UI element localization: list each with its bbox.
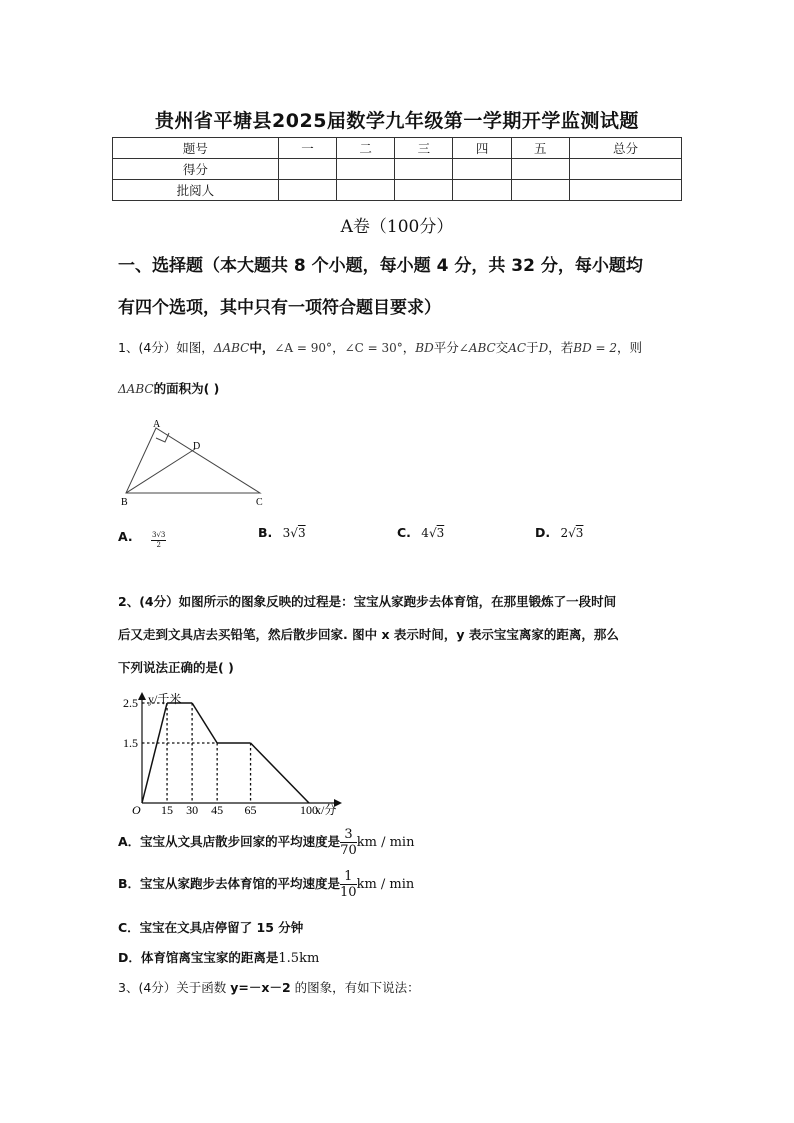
question-2-text bbox=[118, 585, 688, 684]
q1-math: BD bbox=[415, 341, 434, 355]
triangle-figure bbox=[116, 415, 276, 510]
q1-text: ， bbox=[332, 340, 345, 355]
table-cell: 总分 bbox=[569, 138, 681, 159]
score-cell[interactable] bbox=[453, 159, 511, 180]
vertex-label-c: C bbox=[256, 497, 263, 508]
x-tick-label: 100 bbox=[300, 803, 318, 817]
option-label: B. bbox=[258, 525, 273, 540]
grader-cell[interactable] bbox=[453, 180, 511, 201]
radicand: 3 bbox=[297, 526, 306, 540]
q1-text: 的面积为( ) bbox=[153, 381, 220, 396]
distance-time-chart bbox=[112, 688, 352, 820]
option-c-value: 4√3 bbox=[421, 526, 445, 540]
fraction-denominator: 70 bbox=[340, 843, 357, 858]
q1-text: 交 bbox=[495, 340, 509, 355]
question-1-line1 bbox=[118, 338, 688, 356]
x-tick-label: 65 bbox=[244, 803, 257, 817]
q1-math: ∠C = 30° bbox=[344, 341, 403, 355]
fraction-numerator: 3√3 bbox=[152, 531, 166, 539]
q1-math: BD = 2 bbox=[573, 341, 618, 355]
q1-math: ∠A = 90° bbox=[274, 341, 333, 355]
x-tick-label: 45 bbox=[211, 803, 224, 817]
score-table-grader-row bbox=[113, 180, 682, 201]
option-b-fraction bbox=[340, 869, 357, 900]
q1-text: 平分 bbox=[433, 340, 459, 355]
coef: 4 bbox=[421, 526, 429, 540]
q2-option-c[interactable]: C．宝宝在文具店停留了 15 分钟 bbox=[118, 920, 304, 935]
q1-option-c[interactable] bbox=[397, 525, 444, 540]
table-cell: 五 bbox=[511, 138, 569, 159]
data-segment bbox=[251, 743, 309, 803]
grader-cell[interactable] bbox=[511, 180, 569, 201]
data-segment bbox=[192, 703, 217, 743]
table-cell: 二 bbox=[337, 138, 395, 159]
q1-option-a[interactable] bbox=[118, 525, 166, 550]
score-cell[interactable] bbox=[395, 159, 453, 180]
q2-option-b[interactable] bbox=[118, 869, 414, 900]
score-table-score-row bbox=[113, 159, 682, 180]
q1-text: 中， bbox=[249, 340, 275, 355]
chart-axes bbox=[132, 691, 342, 817]
question-3-text bbox=[118, 978, 688, 996]
page-title: 贵州省平塘县2025届数学九年级第一学期开学监测试题 bbox=[155, 110, 639, 132]
score-cell[interactable] bbox=[337, 159, 395, 180]
q2-option-a[interactable] bbox=[118, 827, 414, 858]
vertex-label-d: D bbox=[193, 441, 201, 452]
vertex-label-a: A bbox=[153, 419, 161, 430]
grader-cell[interactable] bbox=[569, 180, 681, 201]
fraction-numerator: 1 bbox=[340, 869, 357, 885]
option-d-value: 2√3 bbox=[560, 526, 584, 540]
grader-cell[interactable] bbox=[337, 180, 395, 201]
q2-line: 2、(4分）如图所示的图象反映的过程是：宝宝从家跑步去体育馆，在那里锻炼了一段时间 bbox=[118, 594, 617, 609]
coef: 3 bbox=[282, 526, 291, 540]
q1-math: ΔABC bbox=[118, 382, 154, 396]
score-cell[interactable] bbox=[278, 159, 336, 180]
q2-line: 后又走到文具店去买铅笔，然后散步回家. 图中 x 表示时间，y 表示宝宝离家的距离，那么 bbox=[118, 627, 619, 642]
q1-option-b[interactable] bbox=[258, 525, 306, 540]
q1-math: AC bbox=[508, 341, 527, 355]
q1-text: ，则 bbox=[617, 340, 643, 355]
data-segment bbox=[142, 703, 167, 803]
grader-cell[interactable] bbox=[278, 180, 336, 201]
y-tick-label: 2.5 bbox=[123, 696, 138, 710]
option-b-value: 3√3 bbox=[282, 526, 306, 540]
q1-prefix: 1、(4分）如图， bbox=[118, 340, 214, 355]
option-a-fraction bbox=[151, 531, 166, 550]
q1-text: ， bbox=[402, 340, 416, 355]
y-axis-arrow bbox=[138, 692, 146, 700]
option-label: D. bbox=[535, 525, 551, 540]
q1-text: 于 bbox=[526, 340, 539, 355]
score-cell[interactable] bbox=[569, 159, 681, 180]
x-tick-label: 15 bbox=[161, 803, 174, 817]
section-heading-line1: 一、选择题（本大题共 8 个小题，每小题 4 分，共 32 分，每小题均 bbox=[118, 256, 643, 276]
volume-label: A卷（100分） bbox=[340, 217, 454, 237]
unit: km / min bbox=[356, 835, 415, 850]
triangle-abc bbox=[126, 428, 260, 493]
y-axis-label: y/千米 bbox=[148, 692, 182, 706]
score-cell[interactable] bbox=[511, 159, 569, 180]
table-cell: 一 bbox=[278, 138, 336, 159]
coef: 2 bbox=[560, 526, 569, 540]
y-tick-label: 1.5 bbox=[123, 736, 138, 750]
fraction-denominator: 2 bbox=[156, 541, 161, 549]
option-text: B．宝宝从家跑步去体育馆的平均速度是 bbox=[118, 876, 341, 891]
x-axis-label: x/分 bbox=[315, 803, 337, 817]
q3-function: y=－x－2 bbox=[230, 980, 291, 995]
table-cell: 三 bbox=[395, 138, 453, 159]
radicand: 3 bbox=[436, 526, 445, 540]
q1-option-d[interactable] bbox=[535, 525, 583, 540]
section-heading bbox=[118, 245, 688, 329]
q2-option-d[interactable] bbox=[118, 948, 319, 966]
option-value: 1.5km bbox=[278, 951, 320, 966]
q1-math: D bbox=[538, 341, 549, 355]
option-label: C. bbox=[397, 525, 411, 540]
radicand: 3 bbox=[575, 526, 584, 540]
unit: km / min bbox=[356, 877, 415, 892]
table-cell: 得分 bbox=[113, 159, 279, 180]
grader-cell[interactable] bbox=[395, 180, 453, 201]
score-table bbox=[112, 137, 682, 201]
q1-math: ΔABC bbox=[213, 341, 250, 355]
option-text: A．宝宝从文具店散步回家的平均速度是 bbox=[118, 834, 341, 849]
section-heading-line2: 有四个选项，其中只有一项符合题目要求） bbox=[118, 298, 441, 318]
q1-math: ∠ABC bbox=[458, 341, 496, 355]
table-cell: 四 bbox=[453, 138, 511, 159]
score-table-header-row bbox=[113, 138, 682, 159]
question-1-line2 bbox=[118, 379, 688, 397]
table-cell: 批阅人 bbox=[113, 180, 279, 201]
fraction-denominator: 10 bbox=[340, 885, 357, 900]
q1-text: ，若 bbox=[548, 340, 574, 355]
option-a-fraction bbox=[340, 827, 357, 858]
option-text: D．体育馆离宝宝家的距离是 bbox=[118, 950, 279, 965]
q3-suffix: 的图象，有如下说法： bbox=[290, 980, 420, 995]
fraction-numerator: 3 bbox=[340, 827, 357, 843]
option-label: A. bbox=[118, 529, 133, 544]
q3-prefix: 3、(4分）关于函数 bbox=[118, 980, 231, 995]
x-tick-label: 30 bbox=[186, 803, 199, 817]
q2-line: 下列说法正确的是( ) bbox=[118, 660, 234, 675]
table-cell: 题号 bbox=[113, 138, 279, 159]
vertex-label-b: B bbox=[121, 497, 128, 508]
origin-label: O bbox=[132, 803, 141, 817]
